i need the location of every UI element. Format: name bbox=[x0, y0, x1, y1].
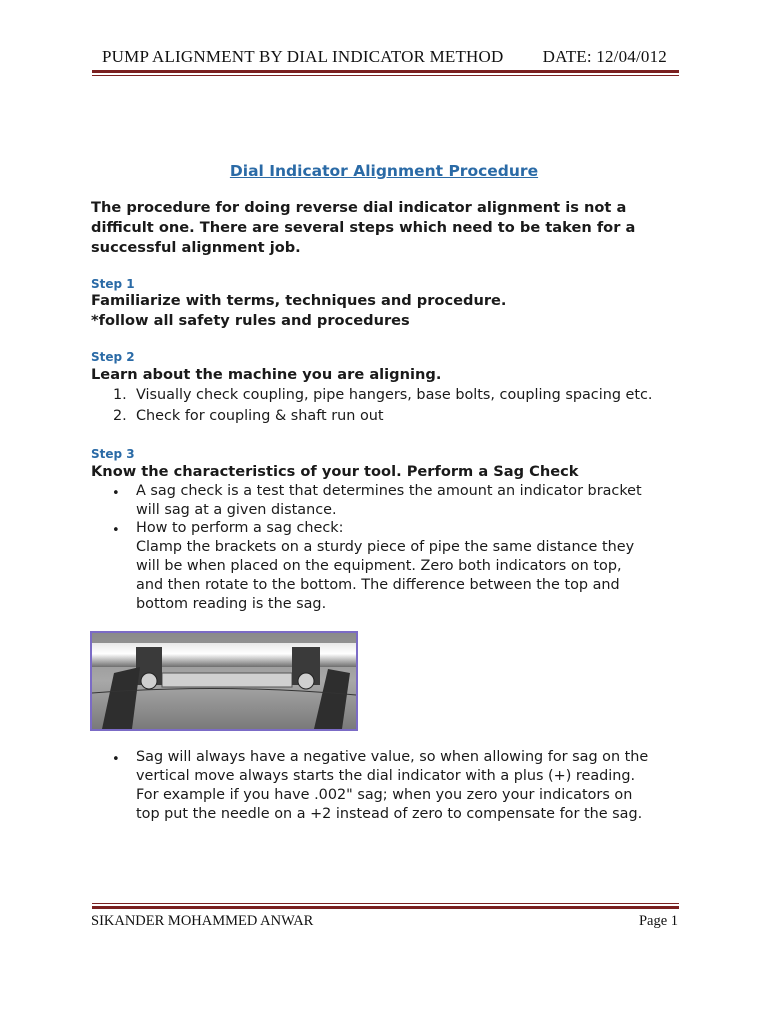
header-rule bbox=[92, 70, 679, 73]
document-date: DATE: 12/04/012 bbox=[542, 47, 667, 66]
bullet-line: will be when placed on the equipment. Zero both indicators on top, bbox=[136, 558, 622, 574]
intro-line: successful alignment job. bbox=[91, 239, 301, 256]
list-item bbox=[91, 386, 691, 407]
sag-negative-bullet bbox=[136, 748, 696, 824]
step-2-list bbox=[91, 386, 691, 428]
list-item-number: 1. bbox=[113, 387, 127, 403]
bullet-line: How to perform a sag check: bbox=[136, 520, 344, 536]
page-header bbox=[102, 47, 677, 69]
bullet-icon: • bbox=[112, 523, 120, 538]
sag-definition-bullet bbox=[136, 482, 696, 520]
list-item-text: Check for coupling & shaft run out bbox=[136, 408, 384, 424]
footer-rule-thin bbox=[92, 903, 679, 904]
bullet-line: will sag at a given distance. bbox=[136, 502, 337, 518]
bullet-line: For example if you have .002" sag; when you zero your indicators on bbox=[136, 787, 633, 803]
sag-check-photo bbox=[90, 631, 358, 731]
bullet-line: A sag check is a test that determines the amount an indicator bracket bbox=[136, 483, 642, 499]
step-1-line: *follow all safety rules and procedures bbox=[91, 312, 410, 329]
bullet-line: Clamp the brackets on a sturdy piece of pipe the same distance they bbox=[136, 539, 635, 555]
bullet-icon: • bbox=[112, 752, 120, 767]
list-item-number: 2. bbox=[113, 408, 127, 424]
bullet-line: Sag will always have a negative value, so when allowing for sag on the bbox=[136, 749, 649, 765]
document-title: PUMP ALIGNMENT BY DIAL INDICATOR METHOD bbox=[102, 47, 504, 66]
intro-line: The procedure for doing reverse dial indicator alignment is not a bbox=[91, 199, 627, 216]
bullet-line: vertical move always starts the dial indicator with a plus (+) reading. bbox=[136, 768, 636, 784]
sag-check-illustration bbox=[92, 633, 356, 729]
sag-howto-bullet bbox=[136, 519, 696, 614]
header-rule-thin bbox=[92, 75, 679, 76]
list-item-text: Visually check coupling, pipe hangers, base bolts, coupling spacing etc. bbox=[136, 387, 653, 403]
page-number: Page 1 bbox=[638, 913, 678, 929]
step-3-label: Step 3 bbox=[91, 447, 135, 461]
intro-line: difficult one. There are several steps which need to be taken for a bbox=[91, 219, 636, 236]
footer-author: SIKANDER MOHAMMED ANWAR bbox=[91, 913, 314, 929]
bullet-line: bottom reading is the sag. bbox=[136, 596, 327, 612]
footer-rule bbox=[92, 906, 679, 909]
step-2-title: Learn about the machine you are aligning. bbox=[91, 366, 442, 383]
step-3-title: Know the characteristics of your tool. Perform a Sag Check bbox=[91, 463, 579, 480]
intro-paragraph bbox=[91, 198, 681, 258]
bullet-icon: • bbox=[112, 486, 120, 501]
list-item bbox=[91, 407, 691, 428]
bullet-line: top put the needle on a +2 instead of zero to compensate for the sag. bbox=[136, 806, 643, 822]
step-2-label: Step 2 bbox=[91, 350, 135, 364]
step-1-line: Familiarize with terms, techniques and procedure. bbox=[91, 292, 507, 309]
bullet-line: and then rotate to the bottom. The difference between the top and bbox=[136, 577, 620, 593]
procedure-heading: Dial Indicator Alignment Procedure bbox=[229, 162, 539, 180]
step-1-text bbox=[91, 291, 506, 331]
step-1-label: Step 1 bbox=[91, 277, 135, 291]
